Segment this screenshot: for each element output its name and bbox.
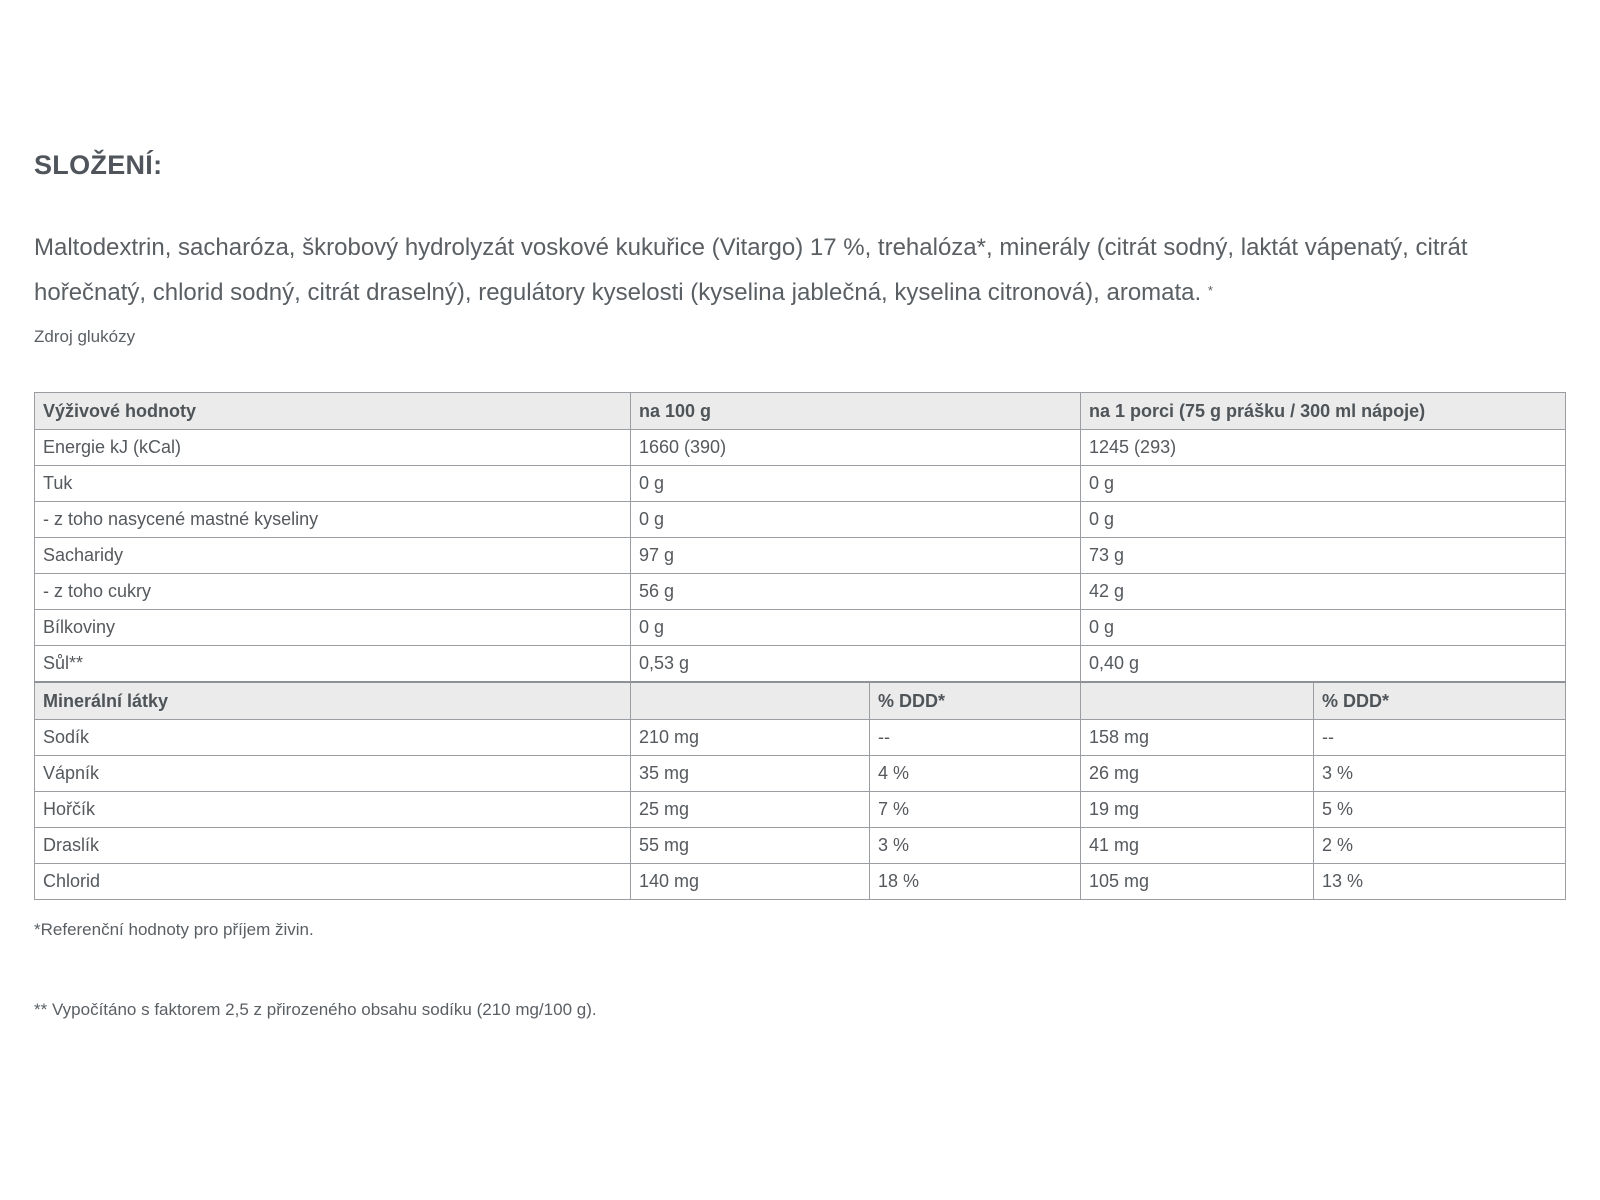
- mineral-per-serving: 19 mg: [1081, 792, 1314, 828]
- table-row: [35, 538, 1566, 574]
- value-per-100g: 0 g: [631, 466, 1081, 502]
- header-minerals: Minerální látky: [35, 682, 631, 720]
- mineral-per-100g: 25 mg: [631, 792, 870, 828]
- glucose-source-note: Zdroj glukózy: [34, 327, 136, 346]
- mineral-per-100g: 35 mg: [631, 756, 870, 792]
- mineral-per-serving: 158 mg: [1081, 720, 1314, 756]
- mineral-ddd-serving: 3 %: [1314, 756, 1566, 792]
- mineral-per-serving: 26 mg: [1081, 756, 1314, 792]
- minerals-header-row: [35, 682, 1566, 720]
- table-row: [35, 864, 1566, 900]
- header-mineral-amount-serving: [1081, 682, 1314, 720]
- value-per-serving: 42 g: [1081, 574, 1566, 610]
- table-row: [35, 792, 1566, 828]
- ingredients-paragraph: [34, 226, 1554, 314]
- header-per-serving: na 1 porci (75 g prášku / 300 ml nápoje): [1081, 393, 1566, 430]
- composition-heading: SLOŽENÍ:: [34, 150, 163, 180]
- ingredients-footnote-marker: *: [1207, 283, 1213, 298]
- salt-calculation-footnote: ** Vypočítáno s faktorem 2,5 z přirozeného obsahu sodíku (210 mg/100 g).: [34, 1000, 597, 1019]
- value-per-100g: 0 g: [631, 502, 1081, 538]
- nutrition-table: [34, 392, 1566, 900]
- nutrient-name: Sůl**: [35, 646, 631, 683]
- mineral-name: Vápník: [35, 756, 631, 792]
- ingredients-text: Maltodextrin, sacharóza, škrobový hydrolyzát voskové kukuřice (Vitargo) 17 %, trehalóza*, minerály (citrát sodný, laktát vápenatý, citrát hořečnatý, chlorid sodný, citrát draselný), regulátory kyselosti (kyselina jablečná, kyselina citronová), aromata.: [34, 234, 1468, 306]
- nutrient-name: - z toho nasycené mastné kyseliny: [35, 502, 631, 538]
- mineral-name: Sodík: [35, 720, 631, 756]
- value-per-serving: 73 g: [1081, 538, 1566, 574]
- header-nutritional-values: Výživové hodnoty: [35, 393, 631, 430]
- value-per-100g: 1660 (390): [631, 430, 1081, 466]
- nutrient-name: - z toho cukry: [35, 574, 631, 610]
- mineral-name: Chlorid: [35, 864, 631, 900]
- mineral-ddd-100g: 18 %: [870, 864, 1081, 900]
- mineral-per-serving: 105 mg: [1081, 864, 1314, 900]
- header-ddd-serving: % DDD*: [1314, 682, 1566, 720]
- value-per-serving: 0 g: [1081, 610, 1566, 646]
- value-per-100g: 56 g: [631, 574, 1081, 610]
- value-per-100g: 0 g: [631, 610, 1081, 646]
- header-mineral-amount-100g: [631, 682, 870, 720]
- mineral-per-100g: 140 mg: [631, 864, 870, 900]
- value-per-serving: 0,40 g: [1081, 646, 1566, 683]
- mineral-per-serving: 41 mg: [1081, 828, 1314, 864]
- table-row: [35, 756, 1566, 792]
- table-row: [35, 430, 1566, 466]
- nutrient-name: Bílkoviny: [35, 610, 631, 646]
- nutrient-name: Sacharidy: [35, 538, 631, 574]
- mineral-per-100g: 55 mg: [631, 828, 870, 864]
- mineral-name: Hořčík: [35, 792, 631, 828]
- table-row: [35, 610, 1566, 646]
- value-per-100g: 97 g: [631, 538, 1081, 574]
- value-per-serving: 1245 (293): [1081, 430, 1566, 466]
- nutrient-name: Tuk: [35, 466, 631, 502]
- mineral-ddd-100g: 7 %: [870, 792, 1081, 828]
- value-per-serving: 0 g: [1081, 466, 1566, 502]
- nutrient-name: Energie kJ (kCal): [35, 430, 631, 466]
- table-row: [35, 720, 1566, 756]
- header-per-100g: na 100 g: [631, 393, 1081, 430]
- mineral-ddd-serving: --: [1314, 720, 1566, 756]
- table-row: [35, 828, 1566, 864]
- mineral-ddd-serving: 13 %: [1314, 864, 1566, 900]
- mineral-ddd-100g: 4 %: [870, 756, 1081, 792]
- mineral-ddd-serving: 5 %: [1314, 792, 1566, 828]
- header-ddd-100g: % DDD*: [870, 682, 1081, 720]
- mineral-name: Draslík: [35, 828, 631, 864]
- value-per-100g: 0,53 g: [631, 646, 1081, 683]
- mineral-ddd-100g: 3 %: [870, 828, 1081, 864]
- value-per-serving: 0 g: [1081, 502, 1566, 538]
- table-row: [35, 574, 1566, 610]
- mineral-ddd-serving: 2 %: [1314, 828, 1566, 864]
- table-row: [35, 646, 1566, 683]
- table-row: [35, 466, 1566, 502]
- mineral-per-100g: 210 mg: [631, 720, 870, 756]
- mineral-ddd-100g: --: [870, 720, 1081, 756]
- reference-footnote: *Referenční hodnoty pro příjem živin.: [34, 920, 314, 939]
- nutrition-header-row: [35, 393, 1566, 430]
- table-row: [35, 502, 1566, 538]
